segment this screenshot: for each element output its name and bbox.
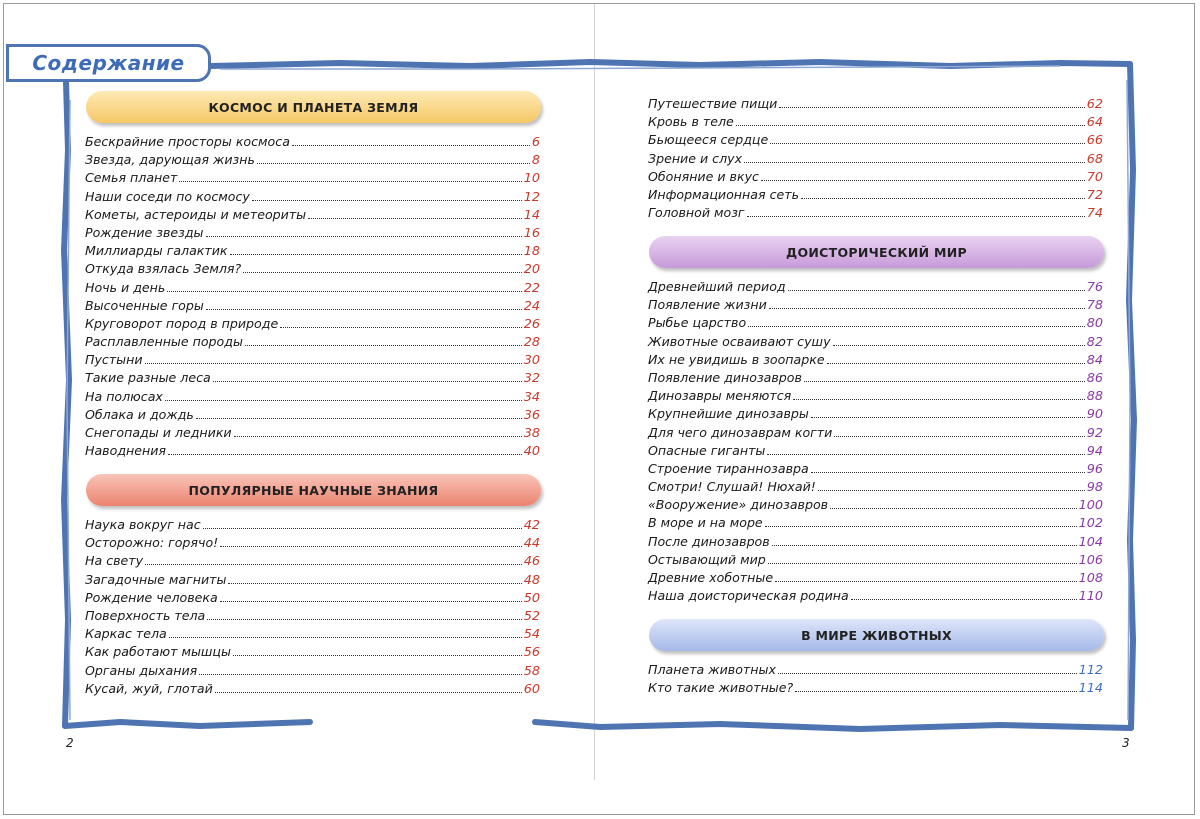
toc-entry[interactable]	[648, 479, 1103, 497]
toc-entry-title: Для чего динозаврам когти	[648, 424, 833, 440]
toc-entry-title: Семья планет	[85, 170, 178, 186]
dot-leader	[747, 216, 1085, 217]
toc-entry-page: 66	[1086, 133, 1103, 149]
dot-leader	[167, 291, 521, 292]
toc-entry[interactable]	[85, 207, 540, 225]
toc-entry[interactable]	[648, 370, 1103, 388]
toc-entry-title: Кометы, астероиды и метеориты	[85, 206, 307, 222]
toc-entry-page: 24	[523, 298, 540, 314]
toc-entry-page: 20	[523, 262, 540, 278]
toc-entry[interactable]	[648, 588, 1103, 606]
toc-entry[interactable]	[648, 187, 1103, 205]
toc-entry[interactable]	[648, 662, 1103, 680]
section-banner-science	[86, 474, 541, 506]
toc-entry[interactable]	[648, 114, 1103, 132]
dot-leader	[215, 692, 522, 693]
toc-entry-page: 78	[1086, 298, 1103, 314]
toc-entry-page: 50	[523, 590, 540, 606]
toc-list-prehistoric	[648, 279, 1103, 606]
contents-tab	[6, 44, 211, 82]
toc-entry-page: 102	[1078, 516, 1103, 532]
toc-entry[interactable]	[85, 681, 540, 699]
toc-entry-page: 10	[523, 171, 540, 187]
dot-leader	[830, 508, 1076, 509]
dot-leader	[168, 454, 522, 455]
dot-leader	[795, 691, 1076, 692]
toc-entry[interactable]	[648, 443, 1103, 461]
dot-leader	[851, 599, 1077, 600]
dot-leader	[292, 145, 530, 146]
dot-leader	[203, 528, 522, 529]
toc-entry-page: 64	[1086, 115, 1103, 131]
dot-leader	[811, 417, 1085, 418]
toc-entry-page: 84	[1086, 352, 1103, 368]
toc-entry[interactable]	[85, 134, 540, 152]
toc-entry-page: 22	[523, 280, 540, 296]
toc-entry-page: 18	[523, 244, 540, 260]
toc-entry-page: 100	[1078, 498, 1103, 514]
toc-entry[interactable]	[85, 443, 540, 461]
toc-entry[interactable]	[648, 552, 1103, 570]
toc-entry-title: Наша доисторическая родина	[648, 588, 849, 604]
toc-entry-page: 54	[523, 627, 540, 643]
toc-entry-page: 48	[523, 572, 540, 588]
toc-entry-page: 90	[1086, 407, 1103, 423]
frame-bottom-right	[535, 722, 1131, 729]
toc-entry-title: Наводнения	[85, 443, 166, 459]
dot-leader	[196, 418, 522, 419]
dot-leader	[145, 363, 522, 364]
dot-leader	[206, 236, 522, 237]
page-number-right: 3	[1122, 736, 1130, 750]
toc-entry[interactable]	[648, 96, 1103, 114]
toc-entry-title: Животные осваивают сушу	[648, 333, 831, 349]
toc-entry-page: 56	[523, 645, 540, 661]
dot-leader	[770, 143, 1084, 144]
toc-entry[interactable]	[85, 352, 540, 370]
dot-leader	[233, 655, 522, 656]
toc-entry-page: 16	[523, 225, 540, 241]
toc-entry[interactable]	[648, 425, 1103, 443]
toc-entry-title: Рождение звезды	[85, 224, 204, 240]
toc-entry[interactable]	[85, 225, 540, 243]
toc-entry-page: 76	[1086, 280, 1103, 295]
toc-entry[interactable]	[648, 279, 1103, 297]
toc-entry-page: 62	[1086, 97, 1103, 112]
dot-leader	[788, 290, 1085, 291]
toc-entry[interactable]	[85, 316, 540, 334]
toc-entry-title: Информационная сеть	[648, 186, 799, 202]
toc-entry-page: 44	[523, 536, 540, 552]
toc-entry-title: «Вооружение» динозавров	[648, 497, 829, 513]
dot-leader	[252, 200, 522, 201]
toc-entry-title: Загадочные магниты	[85, 571, 227, 587]
toc-entry[interactable]	[85, 170, 540, 188]
toc-entry[interactable]	[648, 680, 1103, 698]
toc-entry-page: 68	[1086, 151, 1103, 167]
toc-entry-title: Ночь и день	[85, 279, 166, 295]
toc-entry-title: Такие разные леса	[85, 370, 211, 386]
toc-entry-page: 14	[523, 207, 540, 223]
toc-entry-page: 72	[1086, 187, 1103, 203]
toc-entry[interactable]	[85, 553, 540, 571]
toc-entry-title: Как работают мышцы	[85, 644, 231, 660]
toc-entry-title: Органы дыхания	[85, 662, 198, 678]
toc-entry-title: Кусай, жуй, глотай	[85, 680, 213, 696]
toc-entry[interactable]	[648, 388, 1103, 406]
toc-entry-page: 36	[523, 407, 540, 423]
toc-entry-page: 42	[523, 518, 540, 533]
toc-entry-page: 70	[1086, 169, 1103, 185]
toc-entry[interactable]	[85, 608, 540, 626]
toc-list-animals	[648, 662, 1103, 698]
toc-entry-page: 12	[523, 189, 540, 205]
toc-entry[interactable]	[85, 389, 540, 407]
toc-entry[interactable]	[85, 425, 540, 443]
toc-entry-page: 110	[1078, 589, 1103, 605]
section-title: ДОИСТОРИЧЕСКИЙ МИР	[786, 244, 967, 260]
toc-entry-title: Опасные гиганты	[648, 442, 766, 458]
toc-entry-page: 80	[1086, 316, 1103, 332]
toc-entry-title: Смотри! Слушай! Нюхай!	[648, 479, 816, 495]
dot-leader	[165, 400, 522, 401]
toc-entry[interactable]	[648, 515, 1103, 533]
toc-entry[interactable]	[85, 590, 540, 608]
toc-entry-page: 28	[523, 335, 540, 351]
dot-leader	[206, 309, 522, 310]
toc-entry[interactable]	[85, 663, 540, 681]
dot-leader	[213, 381, 522, 382]
dot-leader	[230, 254, 522, 255]
dot-leader	[761, 180, 1085, 181]
section-title: В МИРЕ ЖИВОТНЫХ	[801, 627, 952, 643]
section-title: КОСМОС И ПЛАНЕТА ЗЕМЛЯ	[208, 99, 419, 115]
section-banner-animals	[649, 619, 1104, 651]
toc-entry-page: 104	[1078, 534, 1103, 550]
toc-entry-title: Путешествие пищи	[648, 96, 778, 111]
toc-entry[interactable]	[648, 151, 1103, 169]
toc-entry-page: 92	[1086, 425, 1103, 441]
dot-leader	[811, 472, 1085, 473]
toc-entry-page: 88	[1086, 389, 1103, 405]
frame-bottom-left	[65, 722, 310, 726]
toc-entry-page: 106	[1078, 552, 1103, 568]
section-title: ПОПУЛЯРНЫЕ НАУЧНЫЕ ЗНАНИЯ	[188, 482, 439, 498]
toc-entry[interactable]	[648, 570, 1103, 588]
section-banner-space	[86, 91, 541, 123]
dot-leader	[801, 198, 1085, 199]
toc-entry[interactable]	[85, 334, 540, 352]
toc-entry[interactable]	[85, 644, 540, 662]
toc-entry-title: Наши соседи по космосу	[85, 188, 250, 204]
dot-leader	[245, 345, 522, 346]
dot-leader	[179, 181, 521, 182]
dot-leader	[257, 163, 530, 164]
page-number-left: 2	[66, 736, 74, 750]
toc-entry-title: Бескрайние просторы космоса	[85, 134, 290, 149]
dot-leader	[207, 619, 521, 620]
toc-entry[interactable]	[648, 315, 1103, 333]
toc-entry-page: 114	[1078, 681, 1103, 697]
toc-entry[interactable]	[85, 280, 540, 298]
dot-leader	[779, 107, 1084, 108]
toc-entry-title: Кто такие животные?	[648, 680, 794, 696]
toc-entry-title: Пустыни	[85, 352, 143, 368]
toc-entry-title: Поверхность тела	[85, 607, 206, 623]
dot-leader	[765, 526, 1077, 527]
toc-entry-title: Остывающий мир	[648, 551, 766, 567]
toc-entry-title: Кровь в теле	[648, 114, 734, 130]
toc-entry[interactable]	[648, 297, 1103, 315]
dot-leader	[804, 381, 1085, 382]
toc-entry[interactable]	[648, 352, 1103, 370]
toc-entry-title: Расплавленные породы	[85, 334, 243, 350]
dot-leader	[775, 581, 1076, 582]
toc-entry[interactable]	[648, 334, 1103, 352]
dot-leader	[748, 326, 1085, 327]
toc-entry[interactable]	[648, 169, 1103, 187]
toc-entry-title: Появление динозавров	[648, 369, 802, 385]
toc-entry-title: Облака и дождь	[85, 406, 194, 422]
toc-entry-page: 40	[523, 444, 540, 460]
toc-entry-title: Крупнейшие динозавры	[648, 406, 809, 422]
toc-entry-page: 112	[1078, 663, 1103, 678]
toc-entry[interactable]	[85, 407, 540, 425]
toc-list-science-continued	[648, 96, 1103, 223]
section-banner-prehistoric	[649, 236, 1104, 268]
dot-leader	[234, 436, 522, 437]
toc-entry-title: Зрение и слух	[648, 150, 743, 166]
toc-entry-page: 82	[1086, 334, 1103, 350]
toc-entry-page: 108	[1078, 571, 1103, 586]
toc-entry-page: 8	[531, 153, 540, 169]
toc-entry[interactable]	[648, 205, 1103, 223]
toc-entry-page: 30	[523, 353, 540, 369]
toc-entry[interactable]	[648, 406, 1103, 424]
toc-entry-title: Круговорот пород в природе	[85, 315, 279, 331]
dot-leader	[220, 601, 522, 602]
toc-entry-title: Древнейший период	[648, 279, 786, 294]
toc-entry-title: Головной мозг	[648, 205, 745, 221]
toc-entry-title: Высоченные горы	[85, 297, 204, 313]
toc-entry[interactable]	[85, 626, 540, 644]
toc-entry-title: Их не увидишь в зоопарке	[648, 351, 825, 367]
toc-entry[interactable]	[85, 152, 540, 170]
toc-entry-title: Снегопады и ледники	[85, 425, 232, 440]
dot-leader	[220, 546, 522, 547]
dot-leader	[736, 125, 1085, 126]
dot-leader	[228, 583, 521, 584]
toc-entry[interactable]	[85, 298, 540, 316]
dot-leader	[199, 674, 521, 675]
toc-entry-page: 32	[523, 371, 540, 387]
toc-entry-page: 26	[523, 316, 540, 332]
toc-entry-title: Динозавры меняются	[648, 388, 792, 404]
dot-leader	[768, 563, 1077, 564]
dot-leader	[769, 308, 1085, 309]
toc-entry[interactable]	[85, 189, 540, 207]
toc-entry-title: Откуда взялась Земля?	[85, 261, 242, 277]
toc-entry-page: 52	[523, 608, 540, 624]
toc-entry-title: Строение тираннозавра	[648, 460, 809, 476]
toc-entry-title: Миллиарды галактик	[85, 243, 228, 259]
toc-entry-page: 46	[523, 554, 540, 570]
toc-entry-title: Осторожно: горячо!	[85, 535, 219, 551]
toc-entry-title: На полюсах	[85, 388, 163, 404]
dot-leader	[818, 490, 1085, 491]
toc-entry-title: После динозавров	[648, 533, 770, 549]
dot-leader	[767, 454, 1084, 455]
toc-entry-page: 60	[523, 681, 540, 697]
toc-entry-page: 34	[523, 389, 540, 405]
toc-entry[interactable]	[85, 261, 540, 279]
toc-entry[interactable]	[85, 517, 540, 535]
toc-entry-title: Бьющееся сердце	[648, 132, 769, 148]
toc-entry-page: 6	[531, 135, 540, 150]
toc-entry[interactable]	[85, 243, 540, 261]
contents-title: Содержание	[32, 51, 185, 75]
toc-entry[interactable]	[85, 572, 540, 590]
toc-entry-title: Обоняние и вкус	[648, 168, 759, 184]
toc-entry-page: 58	[523, 663, 540, 679]
toc-entry-title: Появление жизни	[648, 297, 767, 313]
toc-entry-page: 96	[1086, 461, 1103, 477]
toc-entry-title: Наука вокруг нас	[85, 517, 201, 532]
toc-entry-page: 38	[523, 426, 540, 441]
dot-leader	[834, 436, 1084, 437]
toc-entry-title: Планета животных	[648, 662, 776, 677]
toc-entry-title: Рождение человека	[85, 589, 218, 605]
dot-leader	[793, 399, 1084, 400]
toc-list-space	[85, 134, 540, 461]
toc-entry-page: 74	[1086, 206, 1103, 222]
dot-leader	[145, 564, 522, 565]
dot-leader	[778, 673, 1077, 674]
toc-entry-title: На свету	[85, 553, 144, 569]
dot-leader	[827, 363, 1085, 364]
toc-entry-title: В море и на море	[648, 515, 763, 531]
dot-leader	[308, 218, 522, 219]
dot-leader	[833, 345, 1085, 346]
toc-entry[interactable]	[85, 535, 540, 553]
dot-leader	[243, 272, 522, 273]
dot-leader	[772, 545, 1077, 546]
toc-entry-title: Звезда, дарующая жизнь	[85, 152, 255, 168]
dot-leader	[280, 327, 521, 328]
dot-leader	[744, 162, 1085, 163]
toc-list-science	[85, 517, 540, 699]
frame-top	[210, 62, 1130, 66]
toc-entry-title: Древние хоботные	[648, 570, 774, 585]
toc-entry-page: 94	[1086, 443, 1103, 459]
toc-entry-page: 86	[1086, 370, 1103, 386]
toc-entry[interactable]	[648, 132, 1103, 150]
toc-entry-page: 98	[1086, 480, 1103, 496]
toc-entry-title: Каркас тела	[85, 626, 167, 642]
toc-entry[interactable]	[648, 497, 1103, 515]
toc-entry[interactable]	[648, 461, 1103, 479]
toc-entry-title: Рыбье царство	[648, 315, 747, 331]
toc-entry[interactable]	[648, 534, 1103, 552]
toc-entry[interactable]	[85, 370, 540, 388]
dot-leader	[169, 637, 522, 638]
